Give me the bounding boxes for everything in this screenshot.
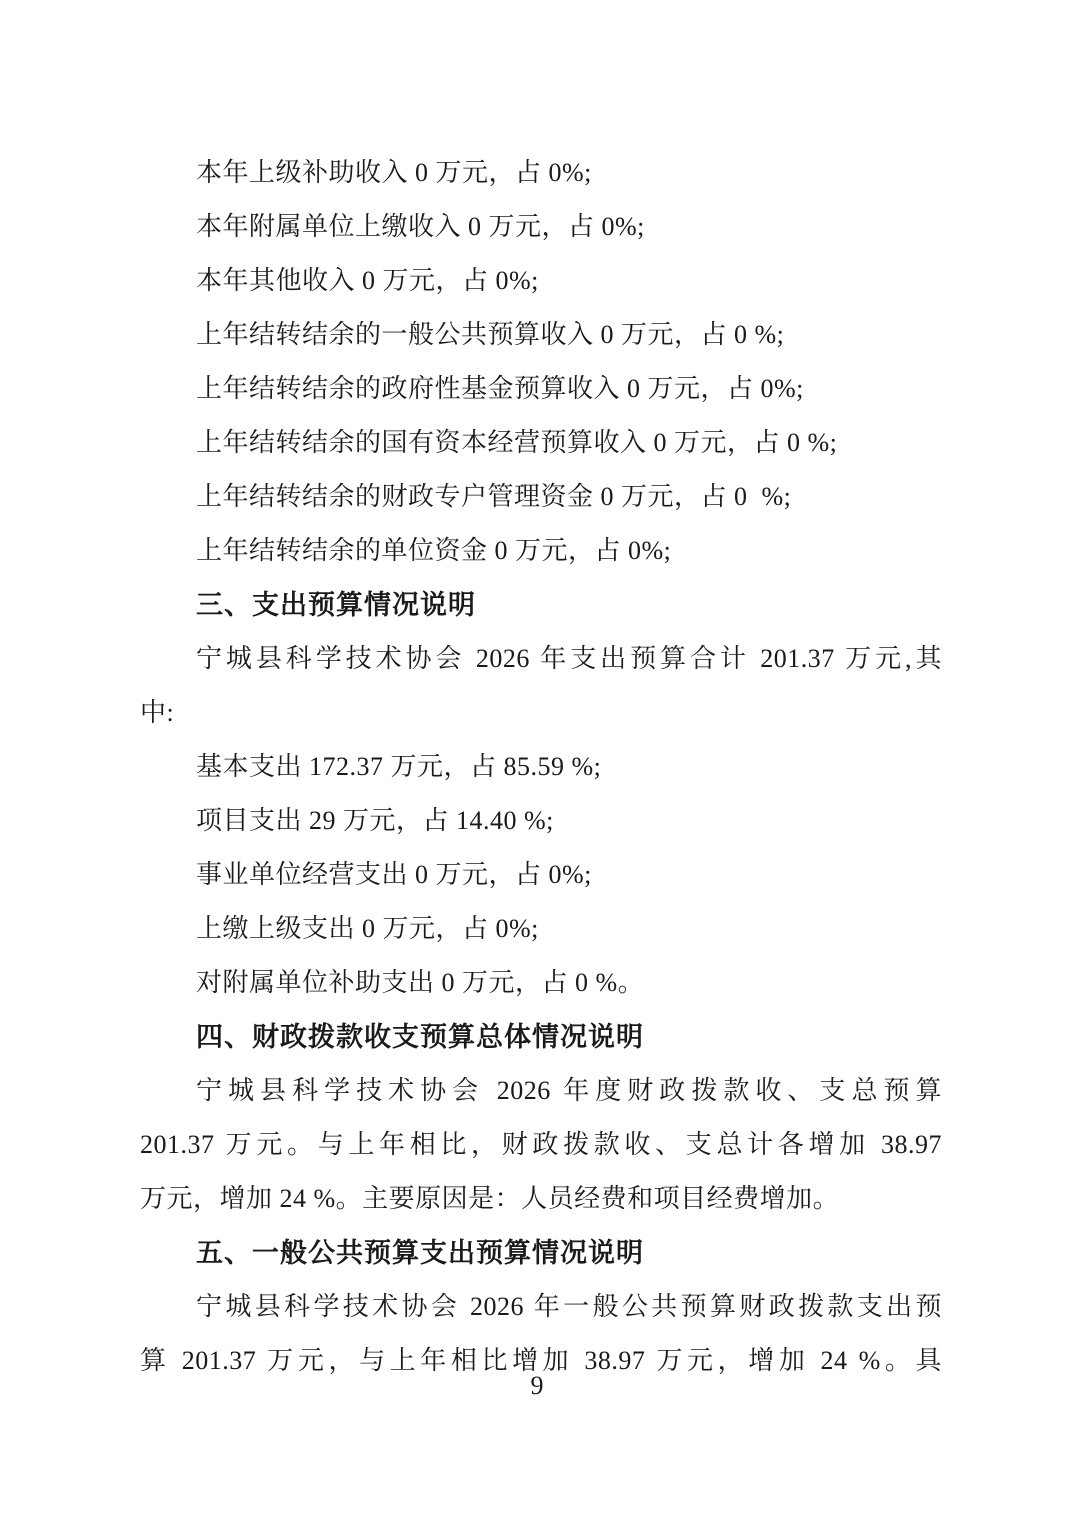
section-heading: 五、一般公共预算支出预算情况说明: [196, 1238, 644, 1268]
document-body: [140, 146, 942, 1388]
text-line: 项目支出 29 万元，占 14.40 %;: [196, 806, 554, 835]
text-line: 对附属单位补助支出 0 万元，占 0 %。: [196, 968, 645, 997]
text-line: 上年结转结余的财政专户管理资金 0 万元，占 0 %;: [196, 482, 792, 511]
text-line: 基本支出 172.37 万元，占 85.59 %;: [196, 752, 602, 781]
text-line: 上年结转结余的一般公共预算收入 0 万元，占 0 %;: [196, 320, 785, 349]
page-number: 9: [530, 1371, 544, 1400]
text-line: 本年其他收入 0 万元，占 0%;: [196, 266, 539, 295]
text-line: 上年结转结余的政府性基金预算收入 0 万元，占 0%;: [196, 374, 804, 403]
text-line: 万元，增加 24 %。主要原因是：人员经费和项目经费增加。: [140, 1184, 840, 1213]
text-line: 本年附属单位上缴收入 0 万元，占 0%;: [196, 212, 645, 241]
section-heading: 三、支出预算情况说明: [196, 590, 476, 620]
text-line: 宁城县科学技术协会 2026 年度财政拨款收、支总预算: [196, 1076, 942, 1105]
text-line: 事业单位经营支出 0 万元，占 0%;: [196, 860, 592, 889]
text-line: 宁城县科学技术协会 2026 年支出预算合计 201.37 万元,其: [196, 644, 942, 673]
text-line: 上年结转结余的国有资本经营预算收入 0 万元，占 0 %;: [196, 428, 838, 457]
text-line: 201.37 万元。与上年相比，财政拨款收、支总计各增加 38.97: [140, 1130, 942, 1159]
text-line: 算 201.37 万元，与上年相比增加 38.97 万元，增加 24 %。具: [140, 1346, 942, 1375]
section-heading: 四、财政拨款收支预算总体情况说明: [196, 1022, 644, 1052]
text-line: 本年上级补助收入 0 万元，占 0%;: [196, 158, 592, 187]
text-line: 上缴上级支出 0 万元，占 0%;: [196, 914, 539, 943]
text-line: 上年结转结余的单位资金 0 万元，占 0%;: [196, 536, 672, 565]
text-line: 中:: [140, 698, 175, 727]
text-line: 宁城县科学技术协会 2026 年一般公共预算财政拨款支出预: [196, 1292, 942, 1321]
